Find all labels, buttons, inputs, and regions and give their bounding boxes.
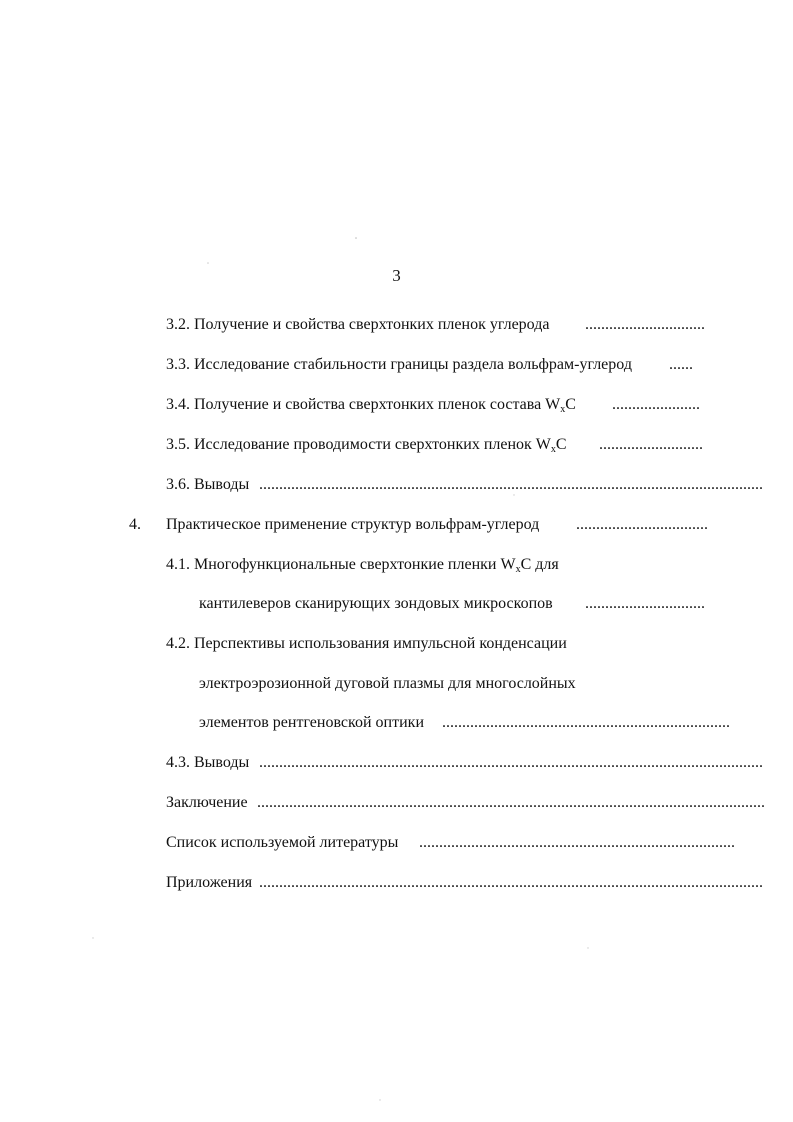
toc-entry-title: Практическое применение структур вольфрам-углерод	[166, 516, 540, 533]
toc-entry-title: элементов рентгеновской оптики	[199, 714, 424, 731]
leader-dots: ..............................................................................................................................	[259, 476, 763, 493]
leader-dots: ..............................................................................................................................	[259, 754, 763, 771]
toc-entry-title: 3.6. Выводы	[166, 476, 250, 493]
toc-entry-title: 4.2. Перспективы использования импульсной конденсации	[166, 635, 567, 652]
leader-dots: ...............................................................................................................................	[257, 794, 765, 811]
leader-dots: ......................	[612, 396, 700, 413]
toc-entry-title: Список используемой литературы	[166, 834, 399, 851]
leader-dots: ..............................	[585, 595, 705, 612]
leader-dots: ..............................	[585, 316, 705, 333]
toc-entry-title: 3.2. Получение и свойства сверхтонких пленок углерода	[166, 316, 550, 333]
toc-entry-title: электроэрозионной дуговой плазмы для многослойных	[199, 675, 576, 692]
leader-dots: ...............................................................................	[419, 834, 735, 851]
toc-entry-title: Заключение	[166, 794, 248, 811]
page-number: 3	[392, 266, 401, 285]
leader-dots: .................................	[576, 516, 708, 533]
leader-dots: ..........................	[599, 436, 703, 453]
toc-entry-title: кантилеверов сканирующих зондовых микроскопов	[199, 595, 553, 612]
leader-dots: ......	[669, 356, 693, 373]
toc-entry-title: 3.4. Получение и свойства сверхтонких пленок состава $W_xC$	[166, 396, 576, 415]
toc-entry-title: Приложения	[166, 874, 253, 891]
toc-entry-title: 3.5. Исследование проводимости сверхтонких пленок $W_xC$	[166, 436, 567, 455]
toc-entry-title: 3.3. Исследование стабильности границы раздела вольфрам-углерод	[166, 356, 632, 373]
leader-dots: ..............................................................................................................................	[259, 874, 763, 891]
leader-dots: ........................................................................	[442, 714, 730, 731]
toc-entry-title: 4.1. Многофункциональные сверхтонкие пленки $W_xC$ для	[166, 556, 559, 575]
toc-chapter-number: 4.	[129, 516, 141, 533]
toc-entry-title: 4.3. Выводы	[166, 754, 250, 771]
